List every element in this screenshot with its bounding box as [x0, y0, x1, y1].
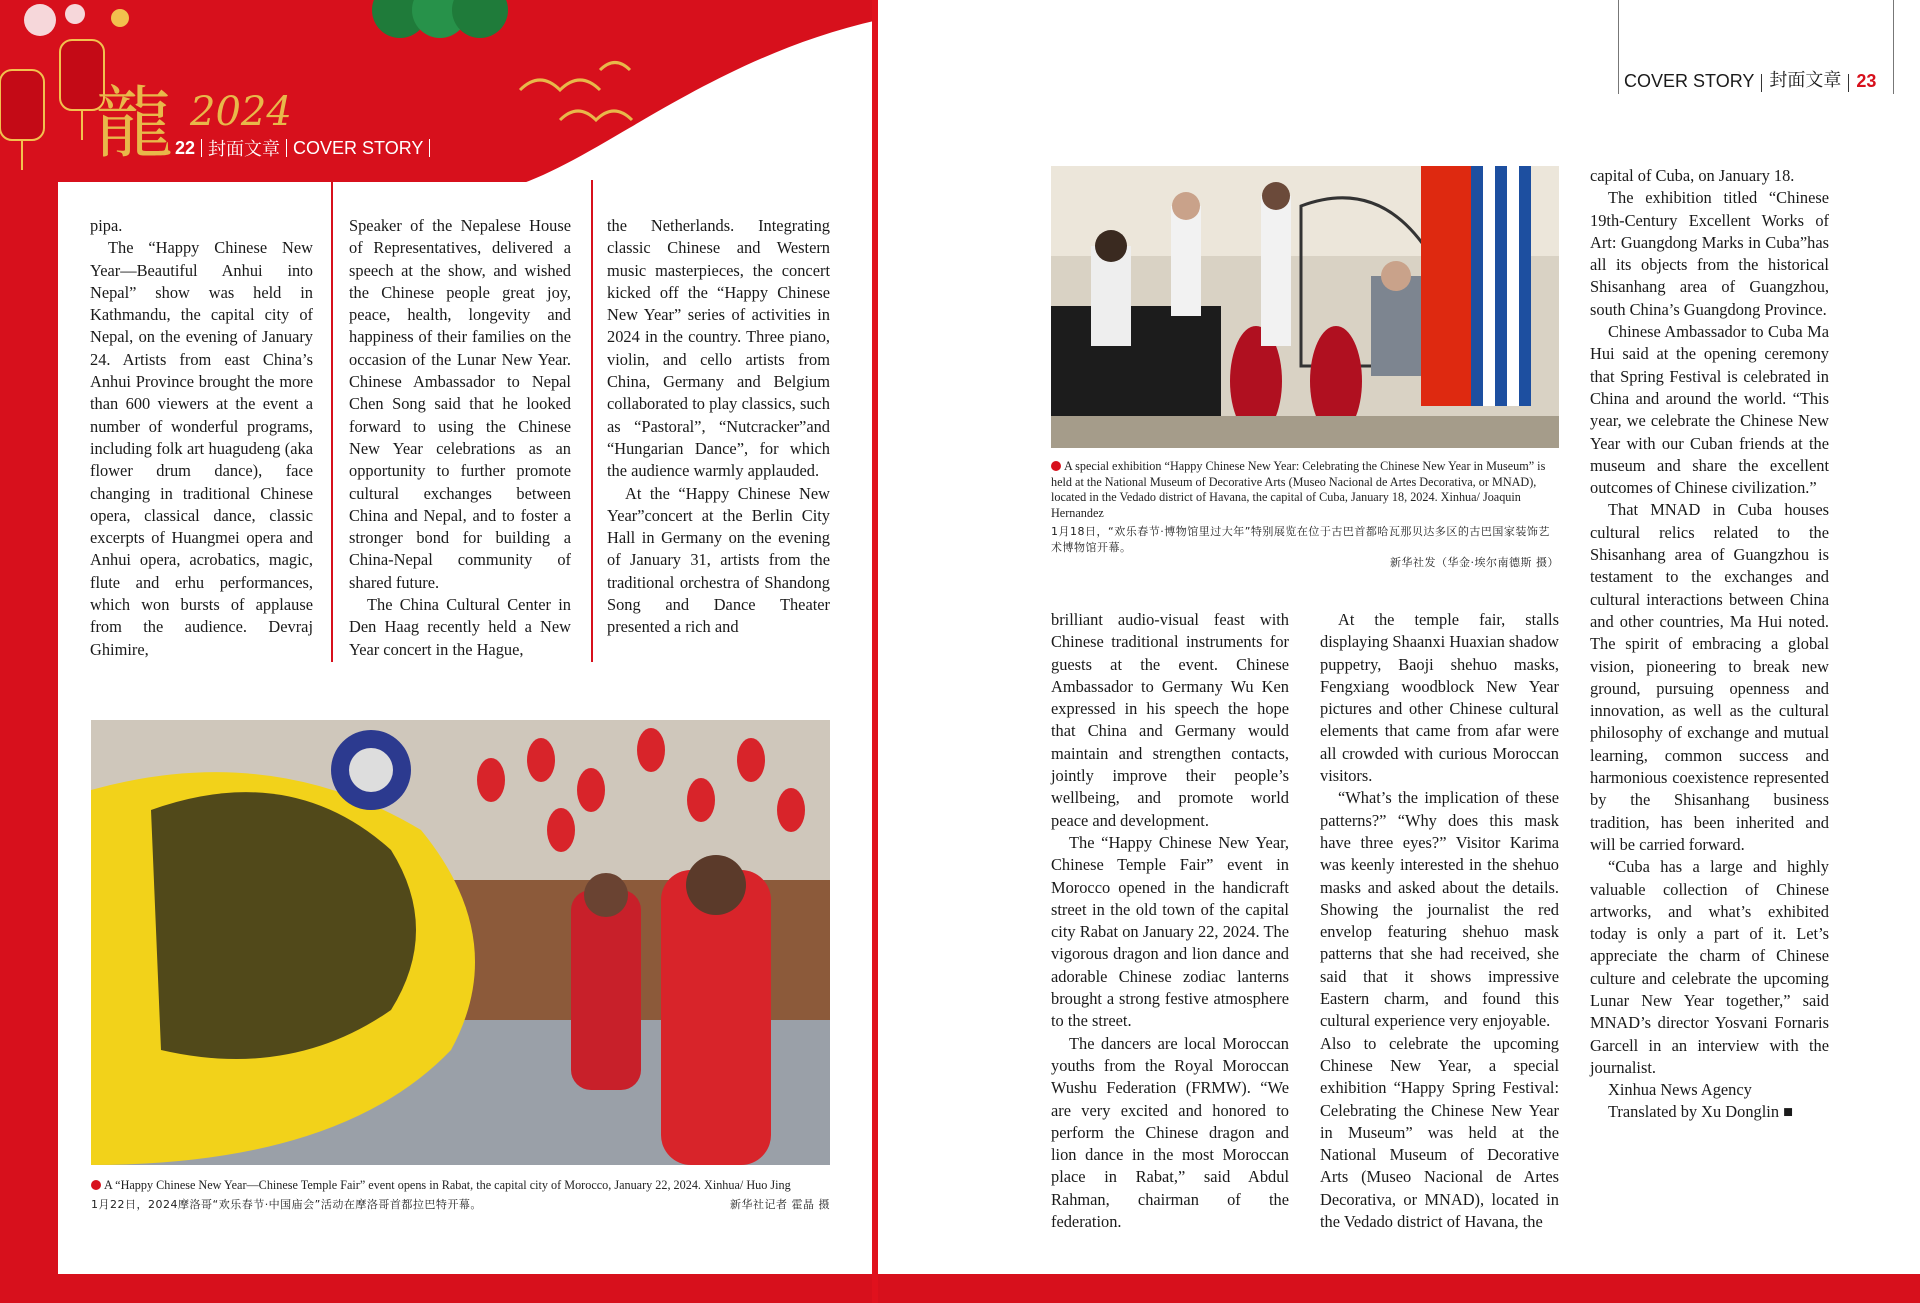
right-column-3: [1590, 165, 1829, 1124]
right-running-header: [1624, 68, 1876, 92]
page-number: 22: [175, 137, 196, 158]
paragraph: “Cuba has a large and highly valuable collection of Chinese artworks, and what’s exhibited today is only a part of it. Let’s appreciate the charm of Chinese culture and celebrate the upcoming Lunar New Year together,” said MNAD’s director Yosvani Fornaris Garcell in an interview with the journalist.: [1590, 857, 1829, 1077]
caption-chinese: 1月18日，“欢乐春节·博物馆里过大年”特别展览在位于古巴首都哈瓦那贝达多区的古巴国家装饰艺术博物馆开幕。: [1051, 525, 1550, 554]
header-rule-left: [1618, 0, 1619, 94]
header-divider: [1761, 74, 1762, 92]
lion-dance-photo: [91, 720, 830, 1165]
right-footer-band: [878, 1274, 1920, 1303]
header-divider: [1848, 74, 1849, 92]
caption-marker-icon: [91, 1180, 101, 1190]
plum-blossom-icon: [24, 4, 129, 36]
museum-photo-caption: [1051, 459, 1559, 571]
paragraph: At the “Happy Chinese New Year”concert at the Berlin City Hall in Germany on the evening of January 31, artists from the traditional orchestra of Shandong Song and Dance Theater presented a rich and: [607, 483, 830, 637]
caption-english: A special exhibition “Happy Chinese New Year: Celebrating the Chinese New Year in Museum” is held at the National Museum of Decorative Arts (Museo Nacional de Artes Decorativa, or MNAD), located in the Vedado district of Havana, the capital of Cuba, January 18, 2024. Xinhua/ Joaquin Hernandez: [1051, 459, 1546, 520]
page-number: 23: [1856, 71, 1877, 91]
paragraph: The dancers are local Moroccan youths from the Royal Moroccan Wushu Federation (FRMW). “We are very excited and honored to perform the Chinese dragon and lion dance in the most Moroccan place in Rabat,” said Abdul Rahman, chairman of the federation.: [1051, 1033, 1289, 1232]
museum-exhibition-photo: [1051, 166, 1559, 448]
left-column-2: [349, 215, 571, 661]
header-divider: [201, 139, 202, 157]
header-rule-right: [1893, 0, 1894, 94]
section-title-cn: 封面文章: [1769, 70, 1842, 90]
paragraph: capital of Cuba, on January 18.: [1590, 166, 1795, 185]
paragraph: Translated by Xu Donglin ■: [1608, 1102, 1794, 1122]
right-column-1: [1051, 609, 1289, 1233]
paragraph: The exhibition titled “Chinese 19th-Century Excellent Works of Art: Guangdong Marks in Cuba”has all its objects from the historical Shisanhang area of Guangzhou, south China’s Guangdong Province.: [1590, 188, 1829, 319]
paragraph: brilliant audio-visual feast with Chinese traditional instruments for guests at the event. Chinese Ambassador to Germany Wu Ken expressed in his speech the hope that China and Germany would maintain and strengthen contacts, jointly improve their people’s wellbeing, and promote world peace and development.: [1051, 610, 1289, 830]
caption-marker-icon: [1051, 461, 1061, 471]
lion-dance-photo-caption: [91, 1178, 830, 1212]
paragraph: Chinese Ambassador to Cuba Ma Hui said at the opening ceremony that Spring Festival is celebrated in China and around the world. “This year, we celebrate the Chinese New Year with our Cuban friends at the museum and share the excellent outcomes of Chinese civilization.”: [1590, 322, 1829, 498]
paragraph: The “Happy Chinese New Year—Beautiful Anhui into Nepal” show was held in Kathmandu, the capital city of Nepal, on the evening of January 24. Artists from east China’s Anhui Province brought the more than 600 viewers at the event a number of wonderful programs, including folk art huagudeng (aka flower drum dance), face changing in traditional Chinese opera, classical dance, classic excerpts of Huangmei opera and Anhui opera, acrobatics, magic, flute and erhu performances, which won bursts of applause from the audience. Devraj Ghimire,: [90, 238, 313, 659]
column-rule: [591, 180, 593, 662]
gutter-red-line: [872, 0, 878, 1303]
paragraph: pipa.: [90, 216, 123, 235]
caption-english: A “Happy Chinese New Year—Chinese Temple Fair” event opens in Rabat, the capital city of Morocco, January 22, 2024. Xinhua/ Huo Jing: [104, 1178, 791, 1192]
section-title-cn: 封面文章: [208, 139, 281, 159]
paragraph: The China Cultural Center in Den Haag recently held a New Year concert in the Hague,: [349, 595, 571, 659]
left-column-1: [90, 215, 313, 661]
paragraph: The “Happy Chinese New Year, Chinese Temple Fair” event in Morocco opened in the handicraft street in the old town of the capital city Rabat on January 22, 2024. The vigorous dragon and lion dance and adorable Chinese zodiac lanterns brought a strong festive atmosphere to the street.: [1051, 832, 1289, 1031]
green-coin-icon: [372, 0, 508, 38]
left-running-header: [175, 135, 430, 161]
paragraph: “What’s the implication of these patterns?” “Why does this mask have three eyes?” Visitor Karima was keenly interested in the shehuo masks and asked about the details. Showing the journalist the red envelop featuring shehuo mask patterns that she had received, she said that it shows impressive Eastern charm, and found this cultural experience very enjoyable.: [1320, 788, 1559, 1031]
right-column-2: [1320, 609, 1559, 1233]
paragraph: Speaker of the Nepalese House of Representatives, delivered a speech at the show, and wished the Chinese people great joy, peace, health, longevity and happiness of their families on the occasion of the Lunar New Year. Chinese Ambassador to Nepal Chen Song said that he looked forward to using the Chinese New Year celebrations as an opportunity to further promote cultural exchanges between China and Nepal, and to foster a stronger bond for building a China-Nepal community of shared future.: [349, 216, 571, 592]
column-rule: [331, 180, 333, 662]
caption-credit: 新华社记者 霍晶 摄: [730, 1197, 830, 1211]
paragraph: the Netherlands. Integrating classic Chinese and Western music masterpieces, the concert kicked off the “Happy Chinese New Year” series of activities in 2024 in the country. Three piano, violin, and cello artists from China, Germany and Belgium collaborated to play classics, such as “Pastoral”, “Nutcracker”and “Hungarian Dance”, for which the audience warmly applauded.: [607, 216, 830, 481]
paragraph: Xinhua News Agency: [1608, 1080, 1752, 1100]
caption-credit: 新华社发（华金·埃尔南德斯 摄）: [1390, 556, 1559, 569]
section-title-en: COVER STORY: [293, 137, 424, 158]
section-title-en: COVER STORY: [1624, 71, 1755, 91]
lantern-icon: [0, 40, 104, 170]
year-calligraphy: 2024: [190, 89, 292, 135]
paragraph: At the temple fair, stalls displaying Shaanxi Huaxian shadow puppetry, Baoji shehuo masks, Fengxiang woodblock New Year pictures and other Chinese cultural elements that came from afar were all crowded with curious Moroccan visitors.: [1320, 610, 1559, 786]
paragraph: Also to celebrate the upcoming Chinese New Year, a special exhibition “Happy Spring Festival: Celebrating the Chinese New Year in Museum” was held at the National Museum of Decorative Arts (Museo Nacional de Artes Decorativa, or MNAD), located in the Vedado district of Havana, the: [1320, 1033, 1559, 1232]
header-divider: [429, 139, 430, 157]
dragon-character: 龍: [95, 79, 174, 169]
white-curve-decoration: [500, 0, 878, 190]
left-footer-band: [0, 1274, 878, 1303]
left-column-3: [607, 215, 830, 639]
caption-chinese: 1月22日，2024摩洛哥“欢乐春节·中国庙会”活动在摩洛哥首都拉巴特开幕。: [91, 1197, 482, 1211]
header-divider: [286, 139, 287, 157]
paragraph: That MNAD in Cuba houses cultural relics related to the Shisanhang area of Guangzhou is testament to the exchanges and cultural interactions between China and other countries, Ma Hui noted. The spirit of embracing a global vision, pioneering to break new ground, pursuing openness and innovation, as well as the cultural philosophy of exchange and mutual learning, common success and harmonious coexistence represented by the Shisanhang business tradition, has been inherited and will be carried forward.: [1590, 500, 1829, 854]
